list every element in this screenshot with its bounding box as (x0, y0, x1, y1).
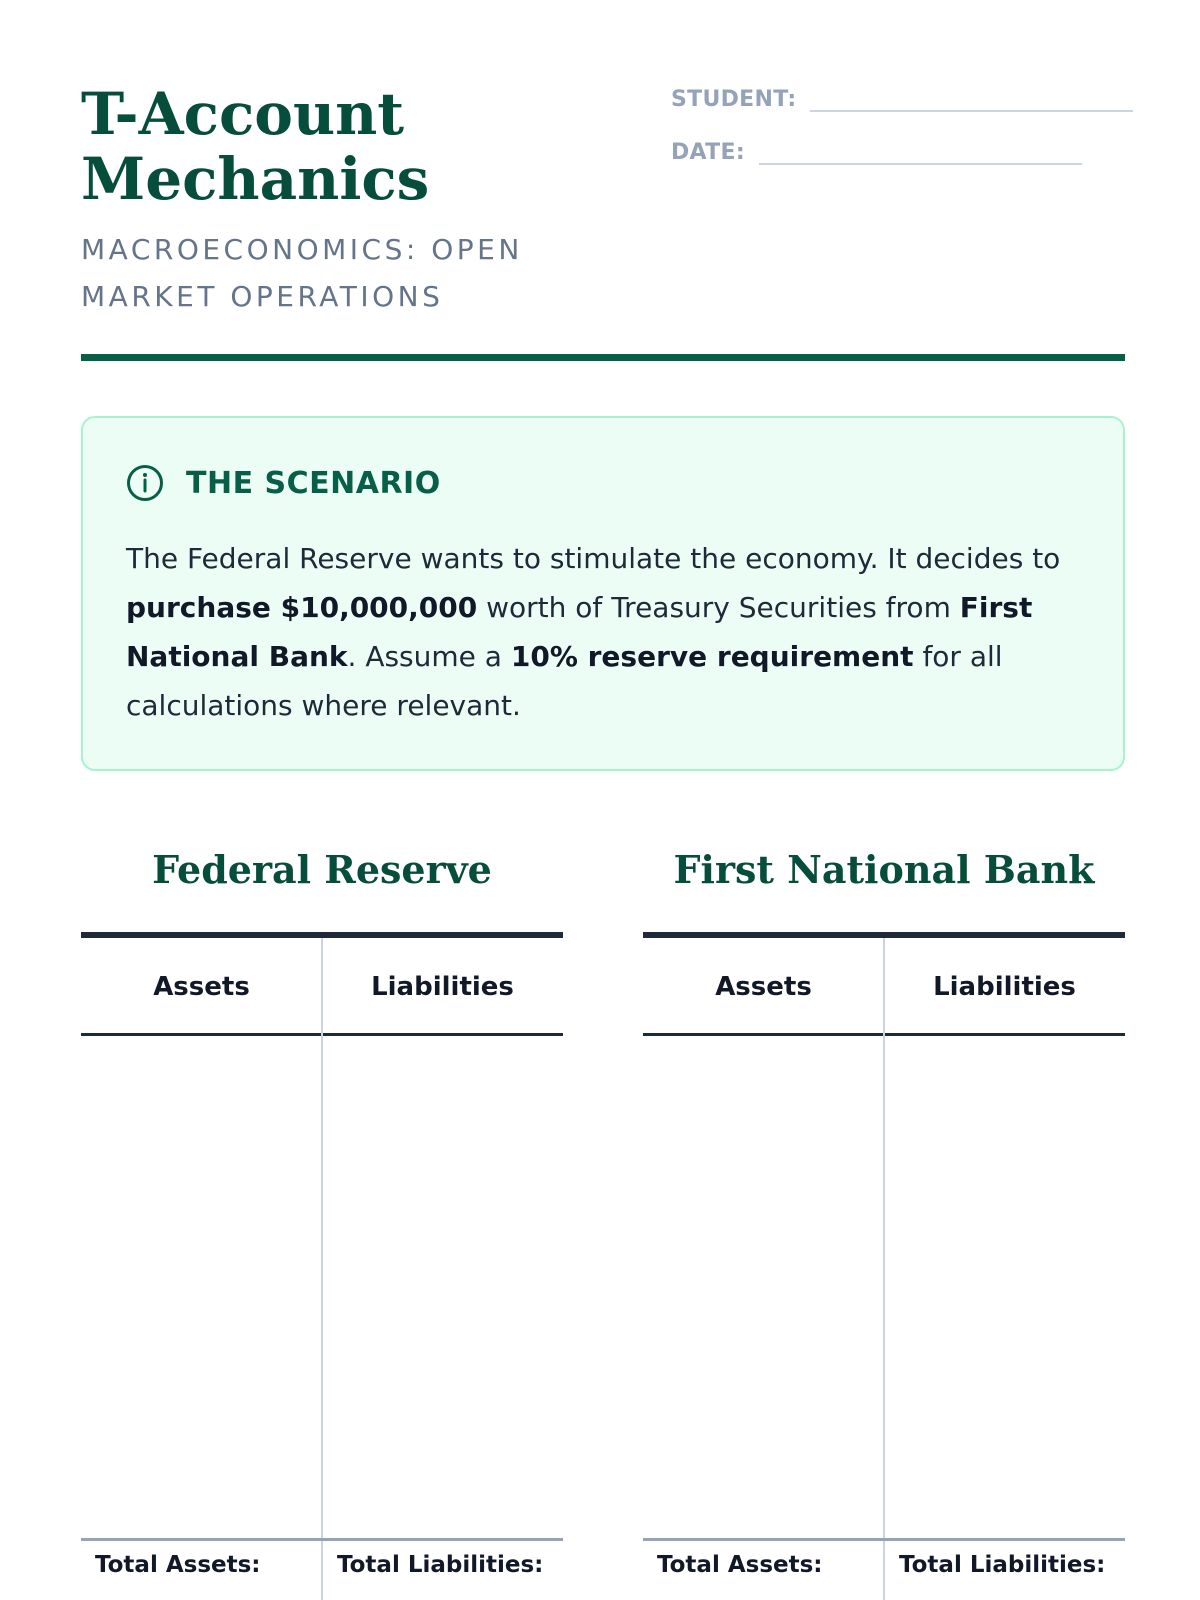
scenario-text-part: worth of Treasury Securities from (477, 591, 960, 624)
student-field[interactable] (671, 82, 1133, 112)
scenario-title: THE SCENARIO (186, 465, 441, 501)
assets-header: Assets (153, 972, 250, 1002)
student-label: STUDENT: (671, 87, 797, 112)
scenario-box (81, 416, 1125, 771)
t-account-center-line (883, 938, 885, 1600)
page-title: T-Account Mechanics (81, 80, 430, 213)
scenario-text-part: The Federal Reserve wants to stimulate the economy. It decides to (126, 542, 1061, 575)
info-icon (126, 464, 164, 502)
assets-header: Assets (715, 972, 812, 1002)
header-divider (81, 354, 1125, 361)
scenario-text (126, 534, 1096, 730)
total-assets-label: Total Assets: (657, 1552, 823, 1578)
t-account-center-line (321, 938, 323, 1600)
t-account-title: Federal Reserve (152, 847, 492, 892)
scenario-text-part: . Assume a (347, 640, 511, 673)
scenario-text-emphasis: purchase $10,000,000 (126, 591, 478, 624)
scenario-text-part: for all calculations where relevant. (126, 640, 1003, 722)
scenario-heading (126, 464, 441, 502)
total-liabilities-label: Total Liabilities: (337, 1552, 544, 1578)
date-input-line[interactable] (759, 135, 1082, 165)
date-field[interactable] (671, 135, 1082, 165)
page-subtitle: MACROECONOMICS: OPEN MARKET OPERATIONS (81, 233, 523, 313)
worksheet-header (81, 82, 1125, 362)
total-assets-label: Total Assets: (95, 1552, 261, 1578)
t-account-federal-reserve (81, 848, 563, 1600)
date-label: DATE: (671, 140, 745, 165)
scenario-text-emphasis: 10% reserve requirement (510, 640, 914, 673)
t-account-title: First National Bank (673, 847, 1095, 892)
t-account-total-rule (643, 1538, 1125, 1541)
liabilities-header: Liabilities (933, 972, 1076, 1002)
t-account-first-national-bank (643, 848, 1125, 1600)
liabilities-header: Liabilities (371, 972, 514, 1002)
scenario-text-emphasis: First National Bank (126, 591, 1033, 673)
total-liabilities-label: Total Liabilities: (899, 1552, 1106, 1578)
student-input-line[interactable] (810, 82, 1133, 112)
t-account-total-rule (81, 1538, 563, 1541)
